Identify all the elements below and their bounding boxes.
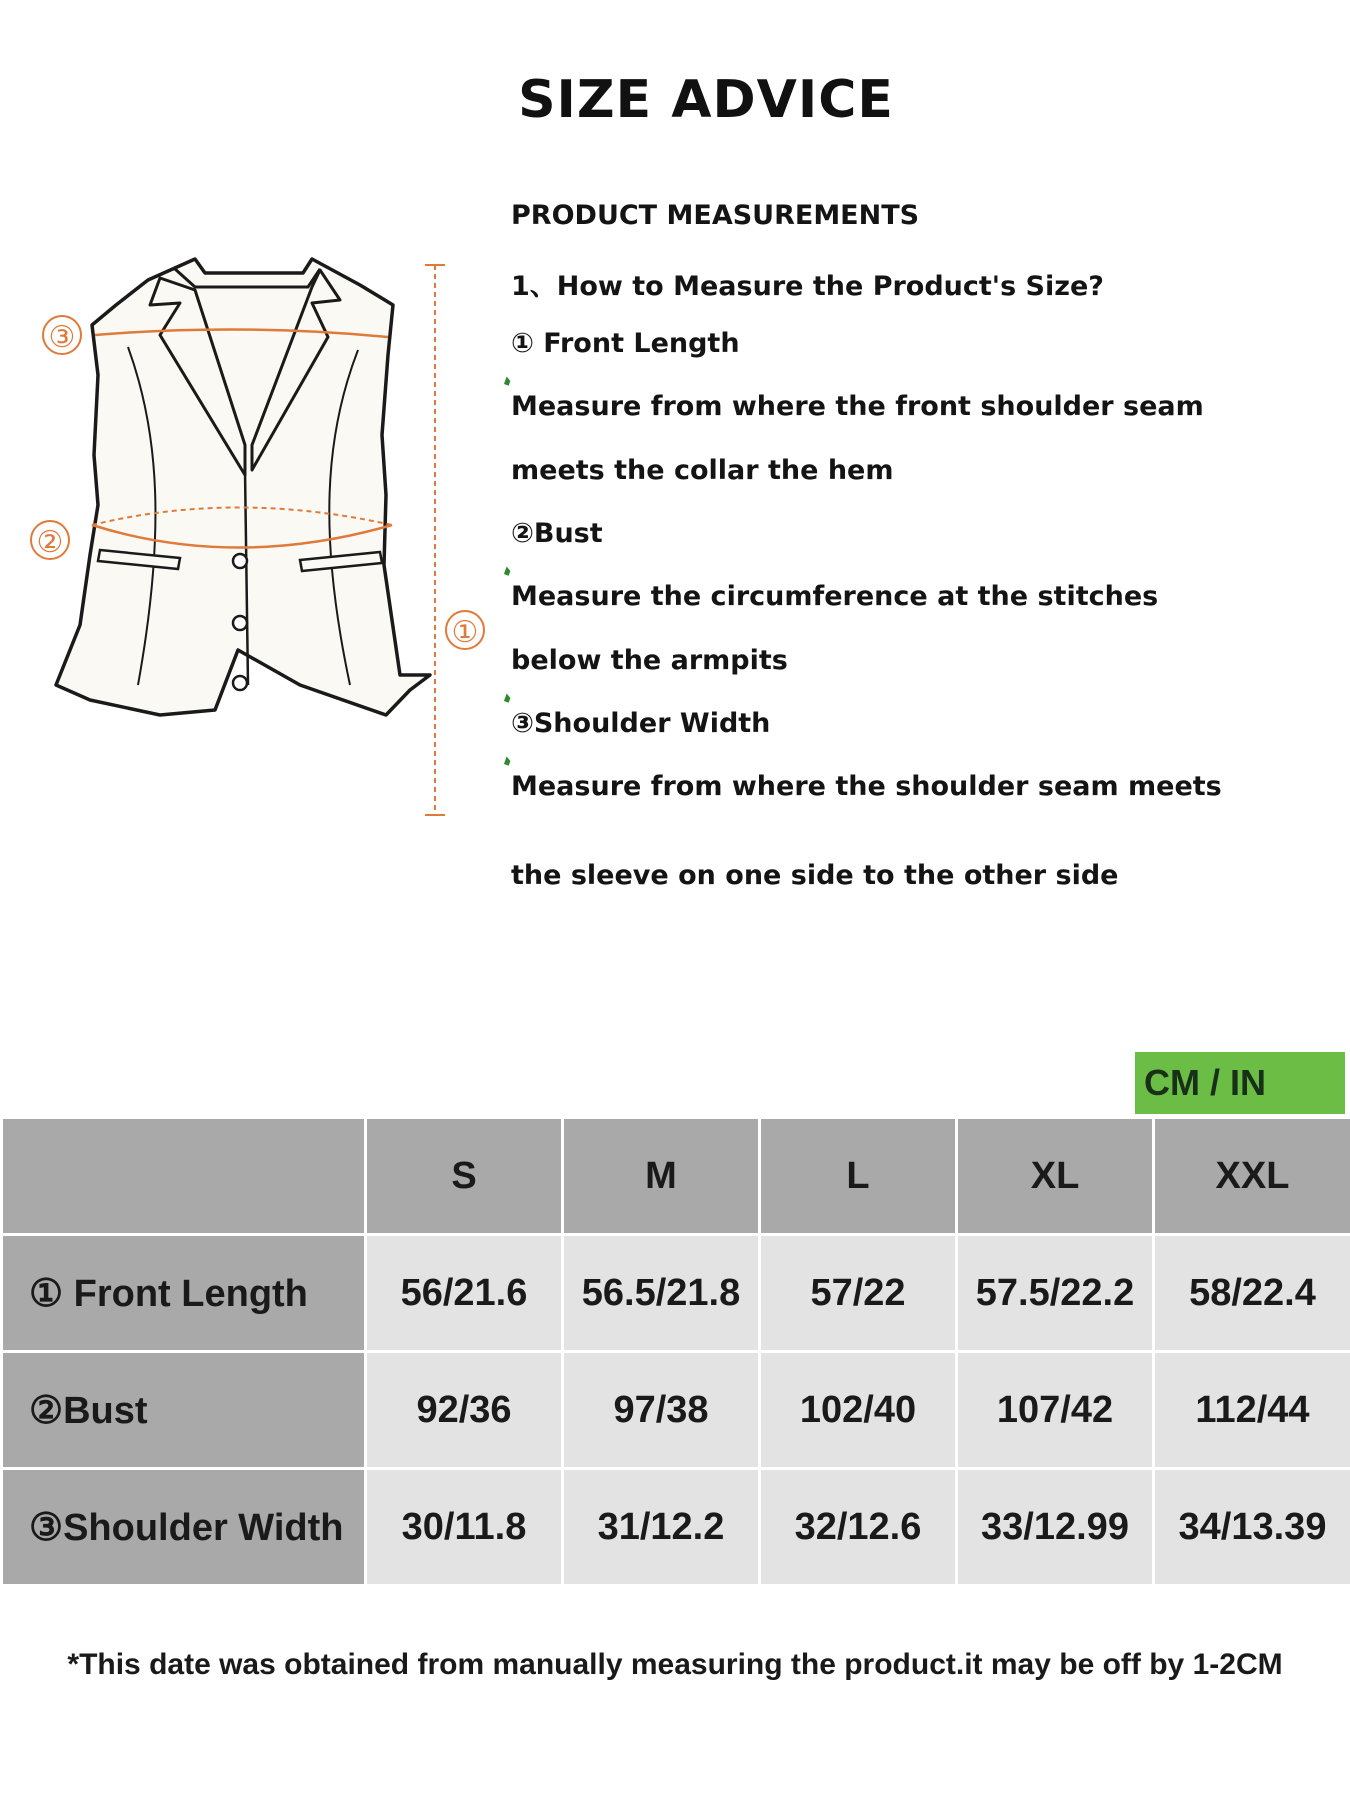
unit-badge: CM / IN bbox=[1135, 1052, 1345, 1114]
bullet-mark bbox=[504, 377, 516, 388]
marker-front-length: ① bbox=[451, 615, 479, 650]
table-cell: 31/12.2 bbox=[563, 1469, 760, 1586]
shoulder-label: ③Shoulder Width bbox=[511, 708, 771, 739]
button-2 bbox=[233, 616, 247, 630]
footnote: *This date was obtained from manually measuring the product.it may be off by 1-2CM bbox=[67, 1648, 1283, 1681]
marker-shoulder: ③ bbox=[48, 320, 76, 355]
front-length-desc-2: meets the collar the hem bbox=[511, 455, 894, 486]
size-header: M bbox=[563, 1118, 760, 1235]
table-cell: 58/22.4 bbox=[1154, 1235, 1350, 1352]
button-3 bbox=[233, 676, 247, 690]
table-cell: 107/42 bbox=[957, 1352, 1154, 1469]
table-cell: 97/38 bbox=[563, 1352, 760, 1469]
row-label: ① Front Length bbox=[2, 1235, 366, 1352]
table-header-row bbox=[2, 1118, 1350, 1235]
row-label: ③Shoulder Width bbox=[2, 1469, 366, 1586]
table-cell: 112/44 bbox=[1154, 1352, 1350, 1469]
front-length-label: ① Front Length bbox=[511, 328, 740, 359]
bullet-mark bbox=[504, 567, 516, 578]
table-row bbox=[2, 1235, 1350, 1352]
vest-outline bbox=[56, 259, 430, 715]
front-length-desc-1: Measure from where the front shoulder seam bbox=[511, 391, 1204, 422]
table-corner bbox=[2, 1118, 366, 1235]
bust-desc-1: Measure the circumference at the stitches bbox=[511, 581, 1159, 612]
shoulder-desc-1: Measure from where the shoulder seam meets bbox=[511, 771, 1222, 802]
table-cell: 34/13.39 bbox=[1154, 1469, 1350, 1586]
table-cell: 32/12.6 bbox=[760, 1469, 957, 1586]
table-cell: 30/11.8 bbox=[366, 1469, 563, 1586]
vest-diagram bbox=[20, 255, 500, 835]
table-cell: 102/40 bbox=[760, 1352, 957, 1469]
shoulder-desc-2: the sleeve on one side to the other side bbox=[511, 860, 1119, 891]
table-row bbox=[2, 1352, 1350, 1469]
bullet-mark bbox=[504, 694, 516, 705]
measurements-heading: PRODUCT MEASUREMENTS bbox=[511, 200, 920, 231]
size-header: S bbox=[366, 1118, 563, 1235]
page-title: SIZE ADVICE bbox=[518, 70, 894, 130]
marker-bust: ② bbox=[36, 525, 64, 560]
bust-label: ②Bust bbox=[511, 518, 603, 549]
measure-question: 1、How to Measure the Product's Size? bbox=[511, 271, 1104, 302]
size-table bbox=[0, 1116, 1350, 1587]
table-cell: 57/22 bbox=[760, 1235, 957, 1352]
table-cell: 56.5/21.8 bbox=[563, 1235, 760, 1352]
size-header: XL bbox=[957, 1118, 1154, 1235]
table-cell: 33/12.99 bbox=[957, 1469, 1154, 1586]
table-cell: 57.5/22.2 bbox=[957, 1235, 1154, 1352]
table-cell: 92/36 bbox=[366, 1352, 563, 1469]
bullet-mark bbox=[504, 757, 516, 768]
table-row bbox=[2, 1469, 1350, 1586]
bust-desc-2: below the armpits bbox=[511, 645, 788, 676]
size-header: XXL bbox=[1154, 1118, 1350, 1235]
button-1 bbox=[233, 554, 247, 568]
row-label: ②Bust bbox=[2, 1352, 366, 1469]
size-header: L bbox=[760, 1118, 957, 1235]
table-cell: 56/21.6 bbox=[366, 1235, 563, 1352]
